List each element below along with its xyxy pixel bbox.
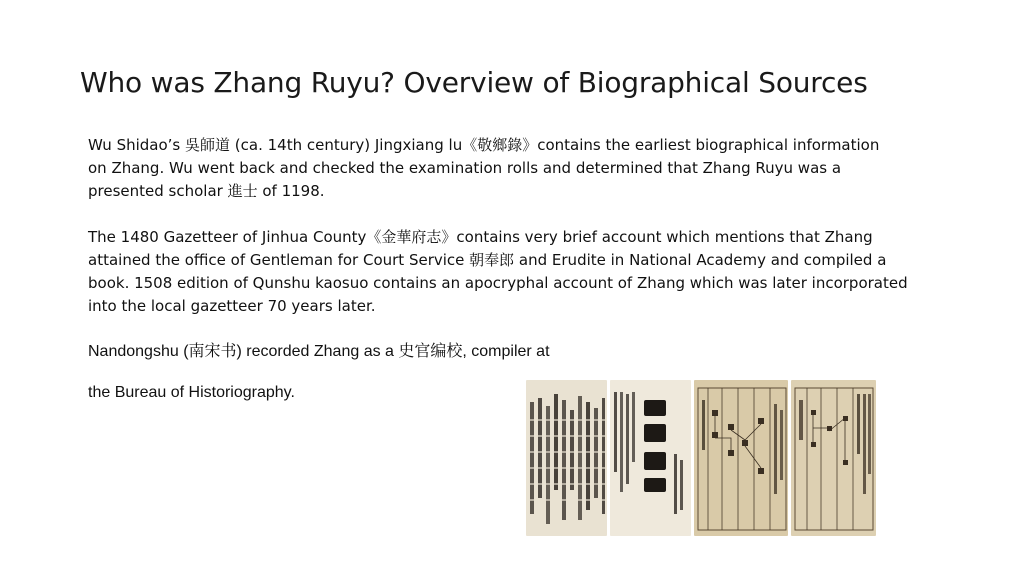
book-page-images — [526, 380, 876, 536]
paragraph-jingxiang-lu — [88, 134, 946, 203]
paragraph-line: book. 1508 edition of Qunshu kaosuo contains an apocryphal account of Zhang which was later incorporated — [88, 274, 908, 292]
paragraph-jinhua-gazetteer — [88, 226, 946, 318]
contents-page-image — [791, 380, 876, 536]
chart-page-image — [694, 380, 788, 536]
note-line-bureau: the Bureau of Historiography. — [88, 384, 295, 401]
paragraph-line: attained the office of Gentleman for Court Service 朝奉郎 and Erudite in National Academy and compiled a — [88, 251, 887, 269]
manuscript-page-image — [526, 380, 607, 536]
note-line-nandongshu: Nandongshu (南宋书) recorded Zhang as a 史官编校, compiler at — [88, 343, 550, 360]
paragraph-line: The 1480 Gazetteer of Jinhua County《金華府志》contains very brief account which mentions that Zhang — [88, 228, 873, 246]
title-page-image — [610, 380, 692, 536]
paragraph-line: into the local gazetteer 70 years later. — [88, 297, 376, 315]
paragraph-line: on Zhang. Wu went back and checked the examination rolls and determined that Zhang Ruyu was a — [88, 159, 842, 177]
paragraph-line: Wu Shidao’s 吳師道 (ca. 14th century) Jingxiang lu《敬鄉錄》contains the earliest biographical information — [88, 136, 880, 154]
slide-title: Who was Zhang Ruyu? Overview of Biographical Sources — [80, 66, 868, 99]
paragraph-line: presented scholar 進士 of 1198. — [88, 182, 325, 200]
